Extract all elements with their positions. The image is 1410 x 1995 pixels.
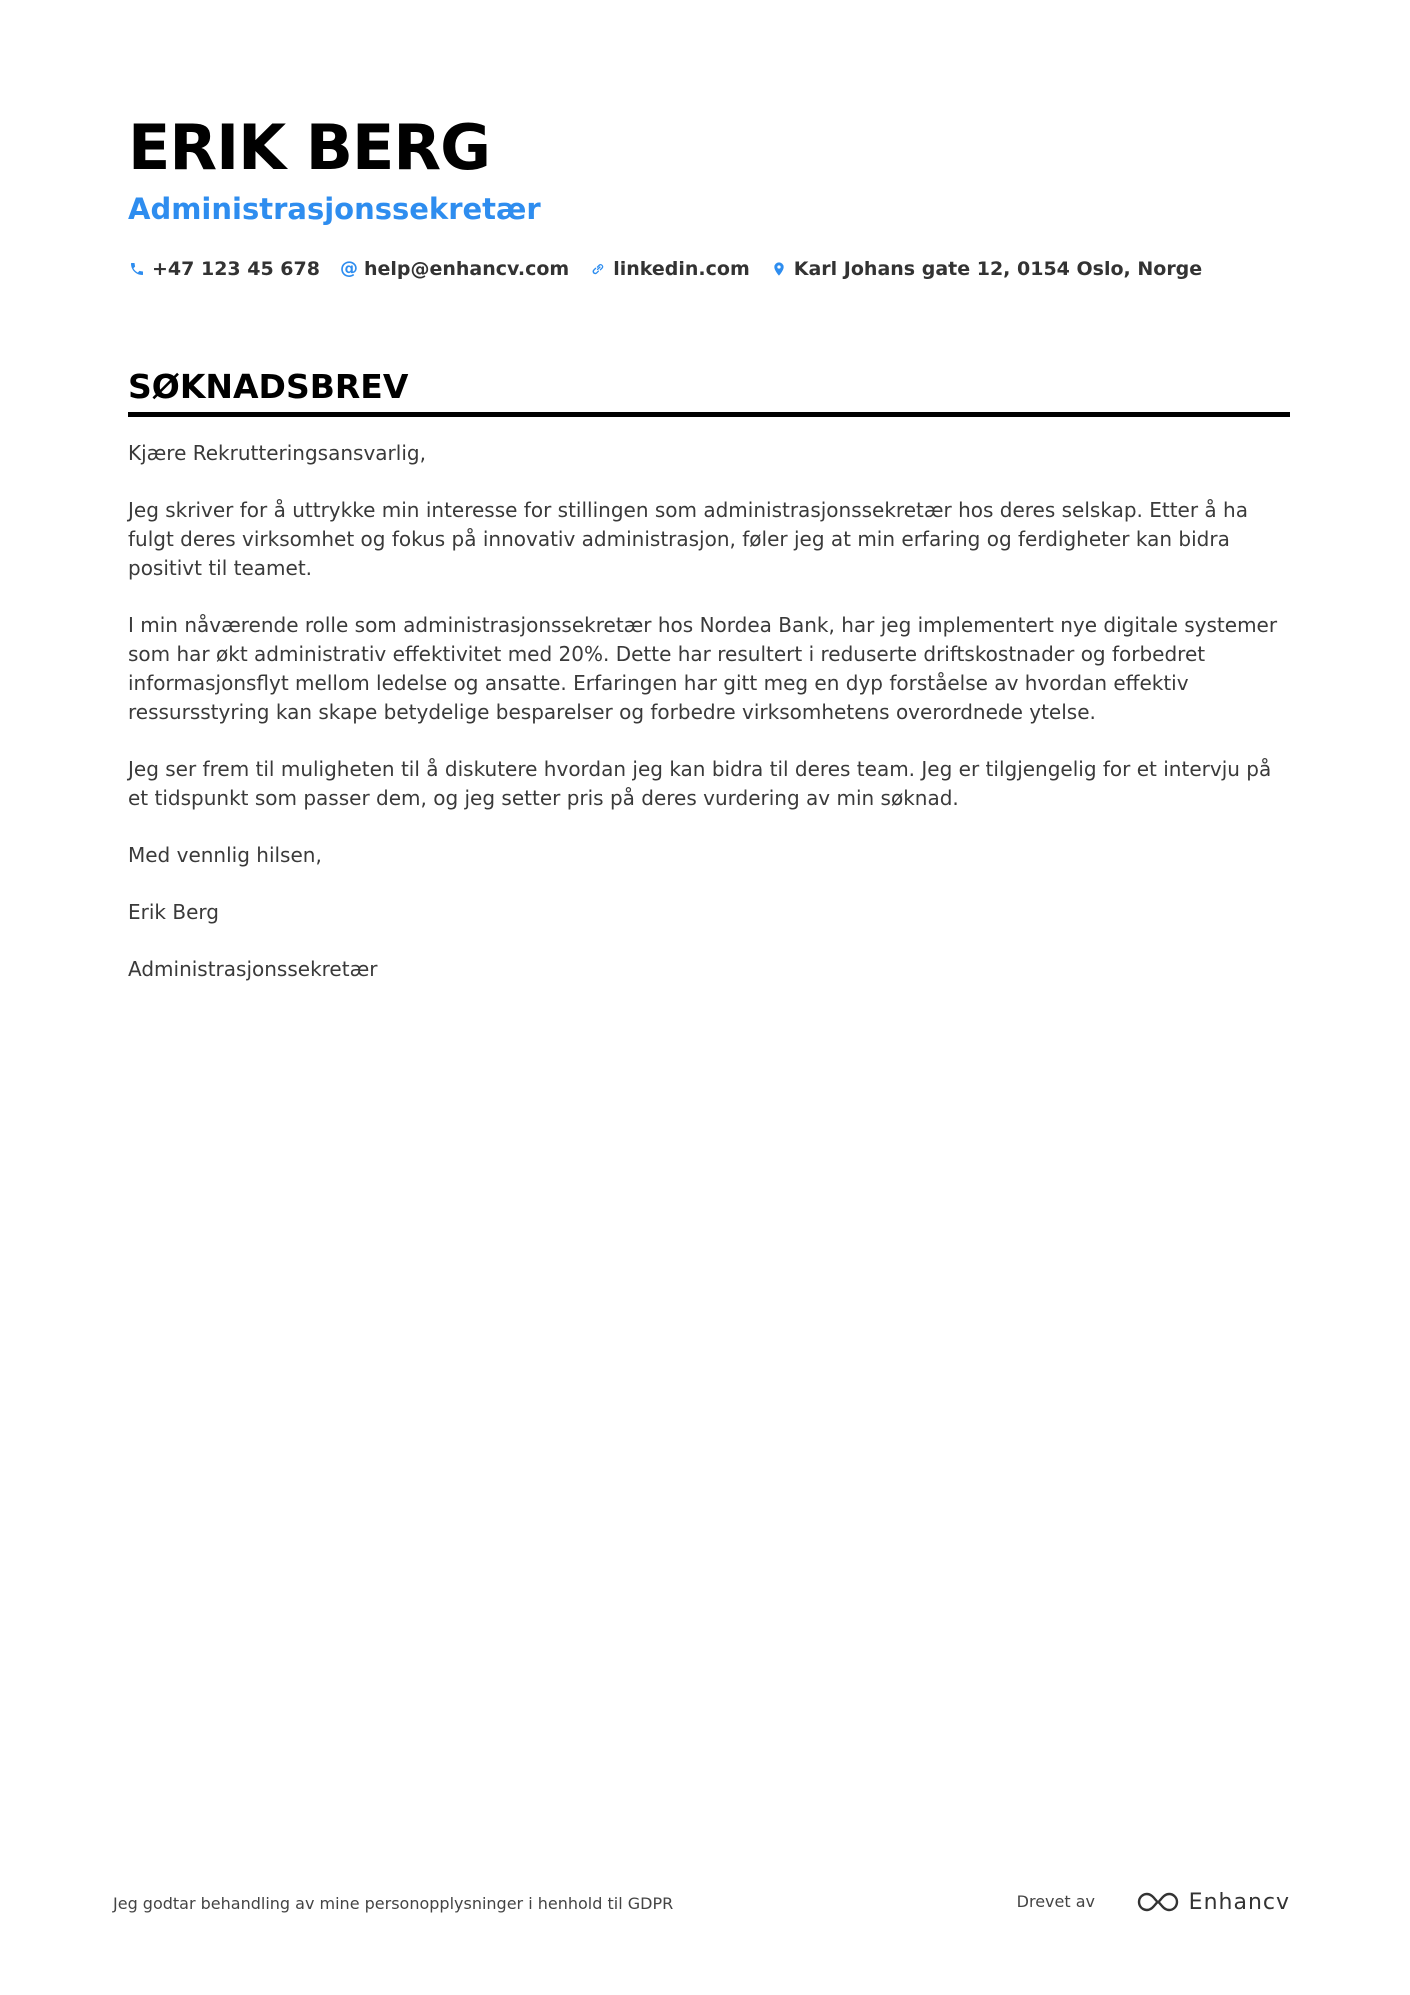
phone-text: +47 123 45 678 — [152, 258, 320, 280]
location-text: Karl Johans gate 12, 0154 Oslo, Norge — [793, 258, 1203, 280]
letter-paragraph: Jeg ser frem til muligheten til å diskutere hvordan jeg kan bidra til deres team. Jeg er tilgjengelig for et intervju på et tidspunkt som passer dem, og jeg setter pris på deres vurdering av min søknad. — [128, 757, 1272, 810]
footer — [113, 1888, 1290, 1928]
contact-location — [770, 256, 1202, 282]
email-text[interactable]: help@enhancv.com — [363, 258, 570, 280]
job-title: Administrasjonssekretær — [128, 192, 541, 226]
cover-letter-section — [128, 366, 1290, 1012]
section-title: SØKNADSBREV — [128, 366, 1290, 417]
link-icon — [589, 260, 607, 278]
powered-by-label: Drevet av — [1016, 1892, 1095, 1911]
enhancv-brand[interactable] — [1135, 1888, 1290, 1916]
header — [128, 112, 1290, 282]
letter-greeting: Kjære Rekrutteringsansvarlig, — [128, 441, 426, 465]
gdpr-notice: Jeg godtar behandling av mine personopplysninger i henhold til GDPR — [113, 1894, 674, 1913]
letter-body — [128, 439, 1290, 984]
letter-paragraph: I min nåværende rolle som administrasjonssekretær hos Nordea Bank, har jeg implementert nye digitale systemer som har økt administrativ effektivitet med 20%. Dette har resultert i reduserte driftskostnader og forbedret informasjonsflyt mellom ledelse og ansatte. Erfaringen har gitt meg en dyp forståelse av hvordan effektiv ressursstyring kan skape betydelige besparelser og forbedre virksomhetens overordnede ytelse. — [128, 613, 1278, 724]
enhancv-logo-icon — [1135, 1889, 1181, 1915]
brand-name: Enhancv — [1188, 1889, 1290, 1915]
letter-closing: Med vennlig hilsen, — [128, 843, 322, 867]
signature-title: Administrasjonssekretær — [128, 957, 378, 981]
location-pin-icon — [770, 260, 788, 278]
contact-bar — [128, 256, 1290, 282]
signature-name: Erik Berg — [128, 900, 219, 924]
at-icon: @ — [339, 258, 358, 279]
candidate-name: ERIK BERG — [128, 111, 491, 184]
contact-email[interactable] — [340, 256, 569, 282]
link-text[interactable]: linkedin.com — [613, 258, 750, 280]
contact-phone — [128, 256, 320, 282]
phone-icon — [128, 260, 146, 278]
letter-paragraph: Jeg skriver for å uttrykke min interesse for stillingen som administrasjonssekretær hos deres selskap. Etter å ha fulgt deres virksomhet og fokus på innovativ administrasjon, føler jeg at min erfaring og ferdigheter kan bidra positivt til teamet. — [128, 498, 1248, 580]
contact-link[interactable] — [589, 256, 750, 282]
